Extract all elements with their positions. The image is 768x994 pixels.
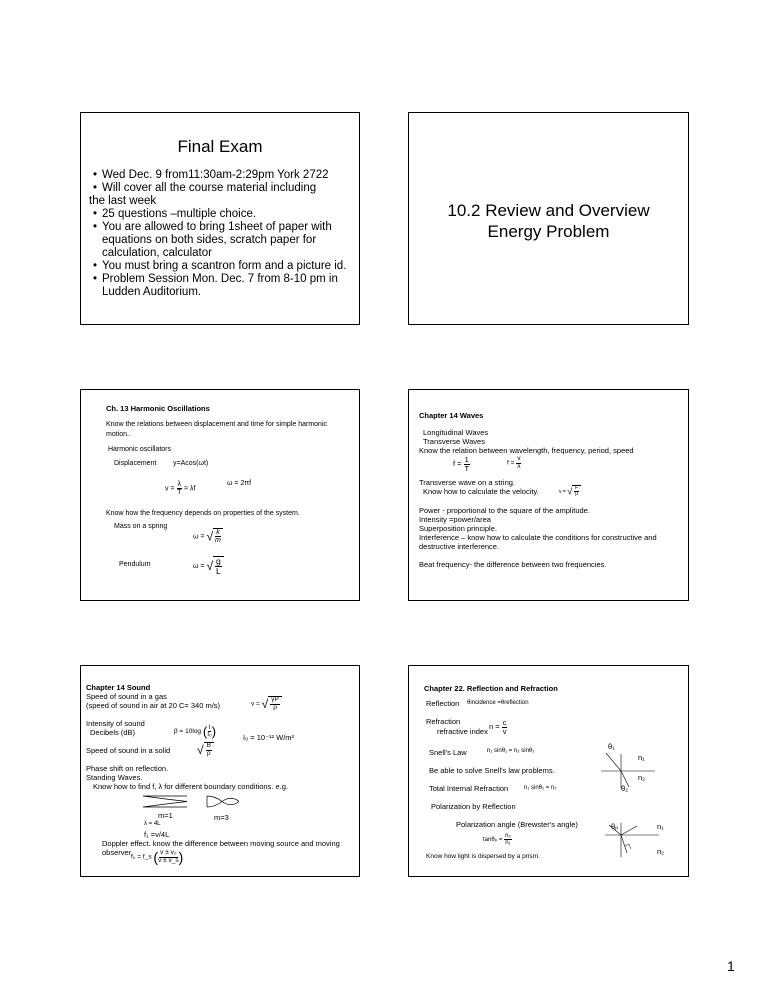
string-velocity-eq: v = √ $\frac{F}{\mu}$ [559, 485, 581, 497]
gas-velocity-eq: v = √ $\frac{\gamma P}{\rho}$ [251, 696, 282, 711]
beat-text: Beat frequency- the difference between two frequencies. [419, 560, 607, 569]
bullet-list [91, 169, 359, 299]
harmonic-label: Harmonic oscillators [108, 446, 172, 453]
interference-text-2: destructive interference. [419, 542, 500, 551]
polarization-label: Polarization by Reflection [431, 802, 516, 811]
transverse-text: Transverse Waves [423, 437, 485, 446]
n1-label: n₁ [638, 753, 645, 762]
slide-title: Final Exam [177, 137, 263, 156]
slide-waves [408, 389, 689, 601]
list-item-cont: the last week [89, 195, 157, 207]
slide-heading: Chapter 14 Waves [419, 411, 484, 420]
reflection-label: Reflection [426, 699, 460, 708]
prism-text: Know how light is dispersed by a prism. [426, 853, 540, 860]
slide-final-exam [80, 112, 360, 325]
decibels-text: Decibels (dB) [90, 728, 136, 737]
slide-review-overview [408, 112, 689, 325]
reflection-eq: θincidence =θreflection [467, 700, 529, 706]
bullet-icon: • [93, 273, 98, 285]
omega-eq: ω = 2πf [227, 480, 252, 487]
bullet-icon: • [93, 169, 98, 181]
bullet-icon: • [93, 208, 98, 220]
slide-reflection-refraction [408, 665, 689, 877]
string-text: Transverse wave on a string. [419, 478, 516, 487]
pendulum-label: Pendulum [119, 561, 151, 568]
doppler-text-1: Doppler effect. know the difference between moving source and moving [102, 839, 340, 848]
doppler-text-2: observer. [102, 848, 133, 857]
phase-text: Phase shift on reflection. [86, 764, 169, 773]
n2-label: n₂ [638, 773, 646, 782]
speed-gas-text: Speed of sound in a gas [86, 692, 167, 701]
refraction-label: Refraction [426, 717, 461, 726]
theta2-label: θ₂ [621, 784, 629, 793]
slide-heading: Chapter 14 Sound [86, 683, 151, 692]
reference-intensity: I₀ = 10⁻¹² W/m² [243, 733, 295, 742]
m3-label: m=3 [214, 813, 229, 822]
refractive-index-eq: n = $\frac{c}{v}$ [489, 718, 507, 736]
list-item: • Wed Dec. 9 from11:30am-2:29pm York 2722 [93, 169, 329, 181]
list-item: • Problem Session Mon. Dec. 7 from 8-10 pm in Ludden Auditorium. [93, 273, 338, 298]
refractive-index-label: refractive index [437, 727, 488, 736]
superposition-text: Superposition principle. [419, 524, 497, 533]
snell-diagram [599, 746, 659, 791]
bullet-icon: • [93, 260, 98, 272]
solid-text: Speed of sound in a solid [86, 746, 171, 755]
slide-heading: Chapter 22. Reflection and Refraction [424, 684, 558, 693]
decibel-eq: β = 10log ( $\frac{I}{\text{I₀}}$ ) [174, 723, 217, 739]
frequency-text: Know how the frequency depends on properties of the system. [106, 510, 300, 517]
snell-eq: n₁ sinθ₁ = n₂ sinθ₂ [487, 748, 535, 754]
f1-eq: f₁ =v/4L [144, 830, 170, 839]
sqrt-icon: √ [567, 486, 573, 497]
velocity-eq: v = $\frac{\lambda}{T}$ = λf [165, 481, 196, 496]
spring-omega-eq: ω = √ $\frac{k}{m}$ [193, 529, 221, 544]
intensity-text: Intensity of sound [86, 719, 145, 728]
bullet-icon: • [93, 221, 98, 233]
pendulum-omega-eq: ω = √ $\frac{g}{L}$ [193, 556, 224, 575]
standing-wave-m3-diagram [205, 794, 241, 809]
solid-velocity-eq: √ $\frac{B}{\rho}$ [197, 742, 214, 757]
know-how-text: Know how to find f, λ for different boundary conditions. e.g. [93, 782, 288, 791]
tir-eq: n₁ sinθ₁ = n₂ [524, 785, 557, 791]
relation-text: Know the relation between wavelength, frequency, period, speed [419, 446, 634, 455]
theta1-label: θ₁ [608, 742, 615, 751]
sqrt-icon: √ [206, 559, 214, 573]
brewster-label: Polarization angle (Brewster's angle) [456, 820, 578, 829]
snell-label: Snell's Law [429, 748, 467, 757]
intro-line1: Know the relations between displacement and time for simple harmonic [106, 421, 328, 428]
f-eq-1: f = $\frac{1}{T}$ [453, 455, 470, 473]
brewster-eq: tanθₚ = $\frac{\text{n₂}}{\text{n₁}}$ [483, 833, 511, 846]
standing-wave-m1-diagram [141, 794, 189, 809]
longitudinal-text: Longitudinal Waves [423, 428, 489, 437]
sqrt-icon: √ [261, 697, 269, 711]
slide-title-line2: Energy Problem [487, 222, 610, 241]
intro-line2: motion.. [106, 431, 131, 438]
brewster-n1-label: n₁ [657, 822, 664, 831]
intensity-text: Intensity =power/area [419, 515, 491, 524]
slide-title-line1: 10.2 Review and Overview [447, 201, 650, 220]
m1-label: m=1 [158, 811, 173, 820]
lambda-4L: λ = 4L [144, 821, 161, 827]
thetap-label: θₚ [611, 822, 619, 831]
brewster-diagram [601, 821, 661, 861]
interference-text-1: Interference – know how to calculate the conditions for constructive and [419, 533, 657, 542]
list-item: • You are allowed to bring 1sheet of paper with equations on both sides, scratch paper for calculation, calculator [93, 221, 332, 259]
power-text: Power - proportional to the square of the amplitude. [419, 506, 590, 515]
list-item: • Will cover all the course material including [93, 182, 317, 194]
sqrt-icon: √ [206, 529, 214, 544]
slide-heading: Ch. 13 Harmonic Oscillations [106, 404, 210, 413]
brewster-n2-label: n₂ [657, 847, 665, 856]
doppler-eq: f₀ = f_s ( $\frac{\text{v ± v₀}}{v \pm v\_s}$ ) [131, 849, 184, 865]
displacement-label: Displacement [114, 460, 157, 467]
f-eq-2: f = $\frac{v}{\lambda}$ [507, 455, 521, 470]
mass-spring-label: Mass on a spring [114, 523, 168, 530]
tir-label: Total Internal Refraction [429, 784, 509, 793]
solve-text: Be able to solve Snell's law problems. [429, 766, 555, 775]
list-item: • 25 questions –multiple choice. [93, 208, 257, 220]
displacement-eq: y=Acos(ωt) [173, 460, 209, 467]
standing-text: Standing Waves. [86, 773, 143, 782]
speed-air-text: (speed of sound in air at 20 C= 340 m/s) [86, 701, 221, 710]
bullet-icon: • [93, 182, 98, 194]
page-number: 1 [727, 958, 735, 974]
slide-sound [80, 665, 360, 877]
velocity-text: Know how to calculate the velocity. [423, 487, 539, 496]
sqrt-icon: √ [197, 743, 204, 757]
slide-harmonic-oscillations [80, 389, 360, 601]
list-item: • You must bring a scantron form and a picture id. [93, 260, 347, 272]
